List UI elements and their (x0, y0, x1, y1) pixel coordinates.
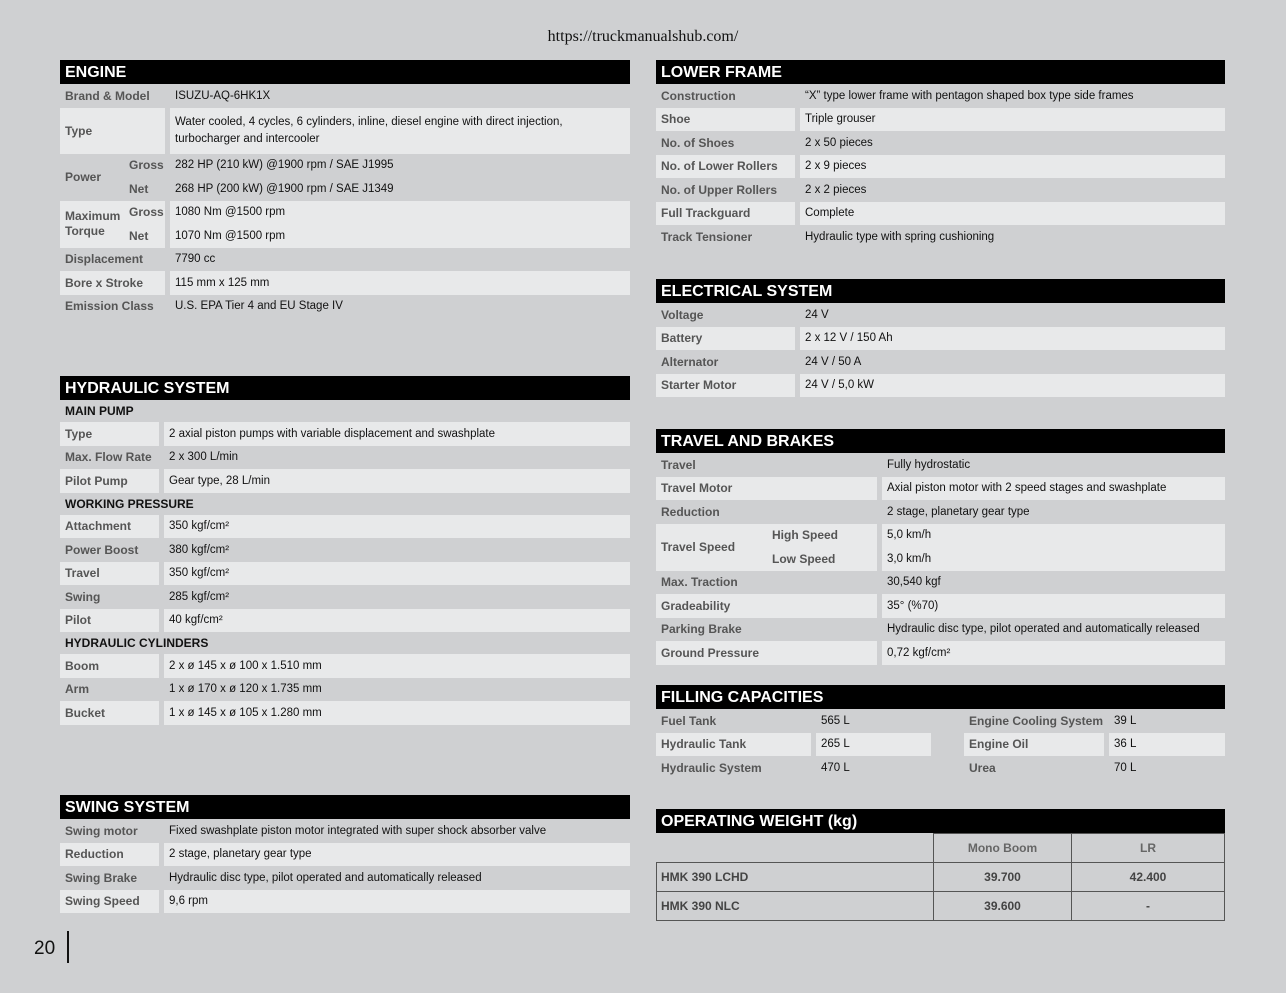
lr-cell: 42.400 (1072, 862, 1225, 891)
table-row (60, 538, 630, 562)
row-value: 2 x 50 pieces (805, 136, 873, 149)
row-label: Brand & Model (65, 88, 150, 103)
torque-label-1: Maximum (65, 209, 121, 223)
row-value: 40 kgf/cm² (164, 609, 630, 633)
row-sublabel: Gross (125, 201, 165, 225)
table-row (656, 350, 1225, 374)
table-row (60, 654, 630, 678)
row-label: Swing (65, 589, 101, 604)
table-row (656, 477, 1225, 501)
row-label: Engine Cooling System (969, 713, 1104, 728)
row-label: Full Trackguard (656, 202, 795, 226)
row-value: 5,0 km/h (882, 524, 1225, 548)
row-sublabel: Gross (129, 158, 164, 173)
row-value (170, 108, 630, 154)
table-header-row (657, 834, 1225, 863)
row-label: Travel Speed (656, 524, 768, 571)
row-value: ISUZU-AQ-6HK1X (175, 89, 271, 102)
row-value: 70 L (1114, 761, 1137, 774)
row-value: 2 x 300 L/min (169, 451, 239, 464)
row-value: 0,72 kgf/cm² (882, 641, 1225, 665)
table-row (656, 225, 1225, 249)
table-row (60, 890, 630, 914)
table-row (656, 571, 1225, 595)
row-value: 9,6 rpm (164, 890, 630, 914)
row-value: 24 V (805, 308, 829, 321)
filling-table (656, 709, 1225, 780)
page-number-divider (67, 931, 69, 963)
table-row (656, 84, 1225, 108)
engine-title: ENGINE (60, 60, 630, 84)
table-row (60, 84, 630, 108)
row-value: 30,540 kgf (887, 576, 941, 589)
row-label: Swing Speed (60, 890, 159, 914)
table-row (60, 843, 630, 867)
table-row (60, 422, 630, 446)
hydraulic-table (60, 400, 630, 725)
row-label: Travel Motor (656, 477, 877, 501)
table-row (60, 562, 630, 586)
page-number: 20 (34, 938, 56, 959)
row-label: Boom (60, 654, 159, 678)
row-value: 350 kgf/cm² (164, 515, 630, 539)
table-row (656, 131, 1225, 155)
row-value: 282 HP (210 kW) @1900 rpm / SAE J1995 (175, 159, 394, 172)
row-label: No. of Shoes (661, 135, 735, 150)
row-value: 380 kgf/cm² (169, 543, 230, 556)
row-value: 36 L (1109, 733, 1225, 757)
table-row (656, 618, 1225, 642)
row-label: Pilot Pump (60, 469, 159, 493)
row-label: Shoe (656, 108, 795, 132)
table-row (656, 327, 1225, 351)
row-value: Hydraulic disc type, pilot operated and automatically released (887, 623, 1200, 636)
header-url[interactable]: https://truckmanualshub.com/ (547, 28, 739, 45)
row-value: 39 L (1114, 714, 1137, 727)
row-label: Attachment (60, 515, 159, 539)
row-label: Travel (60, 562, 159, 586)
swing-section (60, 795, 630, 913)
row-label: Emission Class (65, 299, 154, 314)
row-value: 2 axial piston pumps with variable displacement and swashplate (164, 422, 630, 446)
table-row (60, 295, 630, 319)
torque-label-2: Torque (65, 224, 105, 238)
row-value: 285 kgf/cm² (169, 590, 230, 603)
travel-section (656, 429, 1225, 665)
row-value: 1 x ø 170 x ø 120 x 1.735 mm (169, 683, 322, 696)
row-value: 3,0 km/h (882, 547, 1225, 571)
table-row (60, 469, 630, 493)
row-value: Hydraulic disc type, pilot operated and automatically released (169, 871, 482, 884)
table-row (60, 866, 630, 890)
row-label: Displacement (65, 252, 144, 267)
row-value: 1070 Nm @1500 rpm (170, 224, 630, 248)
model-cell: HMK 390 LCHD (657, 862, 934, 891)
table-row (657, 891, 1225, 920)
swing-table (60, 819, 630, 913)
row-label: Type (60, 108, 165, 154)
row-label: Track Tensioner (661, 229, 753, 244)
table-row (60, 201, 630, 225)
table-row (60, 515, 630, 539)
row-value: Complete (800, 202, 1225, 226)
table-row (656, 594, 1225, 618)
electrical-section (656, 279, 1225, 397)
row-value: 350 kgf/cm² (164, 562, 630, 586)
table-row (656, 756, 1225, 780)
row-label: Gradeability (656, 594, 877, 618)
row-label: Pilot (60, 609, 159, 633)
swing-title: SWING SYSTEM (60, 795, 630, 819)
row-label: Voltage (661, 307, 704, 322)
row-value: 24 V / 5,0 kW (800, 374, 1225, 398)
row-label: Fuel Tank (661, 713, 717, 728)
table-row (656, 155, 1225, 179)
row-label: Power (65, 170, 102, 184)
table-row (60, 177, 630, 201)
row-value: 7790 cc (175, 253, 216, 266)
row-label: Bore x Stroke (60, 271, 165, 295)
row-label: Battery (656, 327, 795, 351)
column-header: Mono Boom (934, 834, 1072, 863)
row-label: Reduction (661, 504, 720, 519)
table-row (60, 585, 630, 609)
table-row (656, 303, 1225, 327)
row-value: 115 mm x 125 mm (170, 271, 630, 295)
blank-header-cell (657, 834, 934, 863)
row-value: “X” type lower frame with pentagon shaped box type side frames (805, 89, 1134, 102)
table-row (656, 709, 1225, 733)
lower-frame-table (656, 84, 1225, 249)
table-row (656, 641, 1225, 665)
table-row (60, 701, 630, 725)
weight-title: OPERATING WEIGHT (kg) (656, 809, 1225, 833)
lower-frame-title: LOWER FRAME (656, 60, 1225, 84)
electrical-title: ELECTRICAL SYSTEM (656, 279, 1225, 303)
row-value: Fully hydrostatic (887, 458, 971, 471)
row-label (60, 201, 125, 248)
row-label: Construction (661, 88, 736, 103)
row-sublabel: Low Speed (768, 547, 877, 571)
row-label: No. of Lower Rollers (656, 155, 795, 179)
weight-section (656, 809, 1225, 921)
type-line-2: turbocharger and intercooler (175, 132, 320, 145)
row-label: Ground Pressure (656, 641, 877, 665)
row-value: Hydraulic type with spring cushioning (805, 230, 995, 243)
row-value: 265 L (816, 733, 931, 757)
row-value: Triple grouser (800, 108, 1225, 132)
row-value: 2 x 9 pieces (800, 155, 1225, 179)
row-label: Power Boost (65, 542, 139, 557)
model-cell: HMK 390 NLC (657, 891, 934, 920)
mono-cell: 39.700 (934, 862, 1072, 891)
row-label: Arm (65, 682, 90, 697)
cylinders-heading: HYDRAULIC CYLINDERS (65, 636, 209, 650)
hydraulic-section (60, 376, 630, 725)
row-sublabel: Net (125, 224, 165, 248)
table-row (656, 524, 1225, 548)
main-pump-heading: MAIN PUMP (65, 404, 134, 418)
travel-table (656, 453, 1225, 665)
row-sublabel: High Speed (768, 524, 877, 548)
table-row (656, 178, 1225, 202)
table-row (60, 271, 630, 295)
row-label: Urea (969, 760, 996, 775)
row-value: 2 x 12 V / 150 Ah (800, 327, 1225, 351)
row-label: Bucket (60, 701, 159, 725)
table-row (656, 453, 1225, 477)
row-label: Hydraulic Tank (656, 733, 811, 757)
table-row (656, 733, 1225, 757)
row-value: 2 stage, planetary gear type (887, 505, 1030, 518)
row-value: 2 stage, planetary gear type (164, 843, 630, 867)
engine-table (60, 84, 630, 318)
row-label: Reduction (60, 843, 159, 867)
table-row (60, 154, 630, 178)
row-label: Starter Motor (656, 374, 795, 398)
table-row (60, 678, 630, 702)
row-value: 1080 Nm @1500 rpm (170, 201, 630, 225)
row-label: Max. Traction (661, 575, 738, 590)
filling-title: FILLING CAPACITIES (656, 685, 1225, 709)
row-value: U.S. EPA Tier 4 and EU Stage IV (175, 300, 343, 313)
row-label: Parking Brake (661, 622, 742, 637)
table-row (657, 862, 1225, 891)
table-row (60, 224, 630, 248)
electrical-table (656, 303, 1225, 397)
row-value: 2 x ø 145 x ø 100 x 1.510 mm (164, 654, 630, 678)
mono-cell: 39.600 (934, 891, 1072, 920)
engine-section (60, 60, 630, 318)
table-row (60, 108, 630, 154)
row-label: Type (60, 422, 159, 446)
table-row (60, 248, 630, 272)
table-row (656, 500, 1225, 524)
row-value: Axial piston motor with 2 speed stages and swashplate (882, 477, 1225, 501)
row-value: 2 x 2 pieces (805, 183, 867, 196)
table-row (60, 446, 630, 470)
row-sublabel: Net (129, 181, 149, 196)
table-row (656, 374, 1225, 398)
table-row (656, 108, 1225, 132)
row-value: 24 V / 50 A (805, 355, 862, 368)
row-value: Fixed swashplate piston motor integrated with super shock absorber valve (169, 824, 547, 837)
row-value: Gear type, 28 L/min (164, 469, 630, 493)
column-header: LR (1072, 834, 1225, 863)
row-value: 268 HP (200 kW) @1900 rpm / SAE J1349 (175, 182, 394, 195)
row-label: No. of Upper Rollers (661, 182, 778, 197)
row-label: Hydraulic System (661, 760, 762, 775)
row-label: Engine Oil (964, 733, 1104, 757)
row-value: 565 L (821, 714, 850, 727)
weight-table (656, 833, 1225, 921)
row-label: Max. Flow Rate (65, 450, 152, 465)
table-row (60, 819, 630, 843)
working-pressure-heading: WORKING PRESSURE (65, 496, 194, 511)
row-value: 35° (%70) (882, 594, 1225, 618)
type-line-1: Water cooled, 4 cycles, 6 cylinders, inline, diesel engine with direct injection, (175, 115, 563, 128)
travel-title: TRAVEL AND BRAKES (656, 429, 1225, 453)
lower-frame-section (656, 60, 1225, 249)
table-row (60, 609, 630, 633)
row-label: Alternator (661, 354, 719, 369)
row-value: 1 x ø 145 x ø 105 x 1.280 mm (164, 701, 630, 725)
lr-cell: - (1072, 891, 1225, 920)
table-row (656, 202, 1225, 226)
row-value: 470 L (821, 761, 850, 774)
row-label: Swing Brake (65, 870, 138, 885)
filling-section (656, 685, 1225, 780)
row-label: Travel (661, 457, 696, 472)
hydraulic-title: HYDRAULIC SYSTEM (60, 376, 630, 400)
row-label: Swing motor (65, 823, 138, 838)
